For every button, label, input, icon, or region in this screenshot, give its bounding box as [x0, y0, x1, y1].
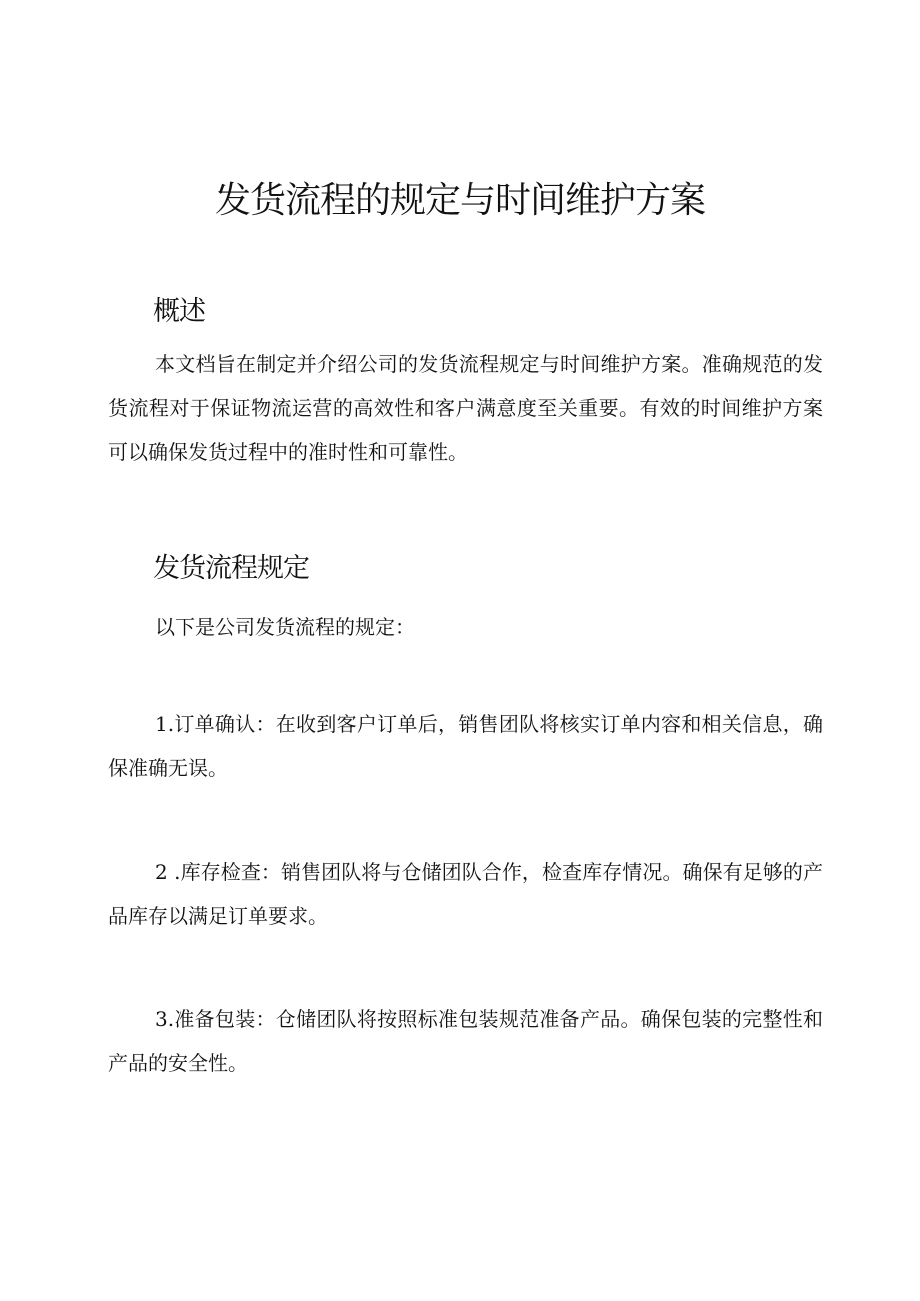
- step-number: 3.: [155, 1007, 175, 1031]
- step-number: 2 .: [155, 860, 181, 884]
- overview-paragraph: 本文档旨在制定并介绍公司的发货流程规定与时间维护方案。准确规范的发货流程对于保证物流运营的高效性和客户满意度至关重要。有效的时间维护方案可以确保发货过程中的准时性和可靠性。: [108, 352, 823, 464]
- process-step-3: [108, 997, 823, 1085]
- step-text: 订单确认：在收到客户订单后，销售团队将核实订单内容和相关信息，确保准确无误。: [108, 712, 823, 780]
- section-heading-overview: 概述: [153, 296, 205, 327]
- step-number: 1.: [155, 712, 175, 736]
- step-text: 库存检查：销售团队将与仓储团队合作，检查库存情况。确保有足够的产品库存以满足订单要求。: [108, 860, 824, 928]
- process-step-2: [108, 850, 823, 938]
- process-step-1: [108, 702, 823, 790]
- section-heading-shipping-process: 发货流程规定: [153, 553, 309, 584]
- step-text: 准备包装：仓储团队将按照标准包装规范准备产品。确保包装的完整性和产品的安全性。: [108, 1007, 823, 1075]
- process-intro-paragraph: 以下是公司发货流程的规定：: [155, 615, 415, 639]
- document-title: 发货流程的规定与时间维护方案: [214, 180, 705, 221]
